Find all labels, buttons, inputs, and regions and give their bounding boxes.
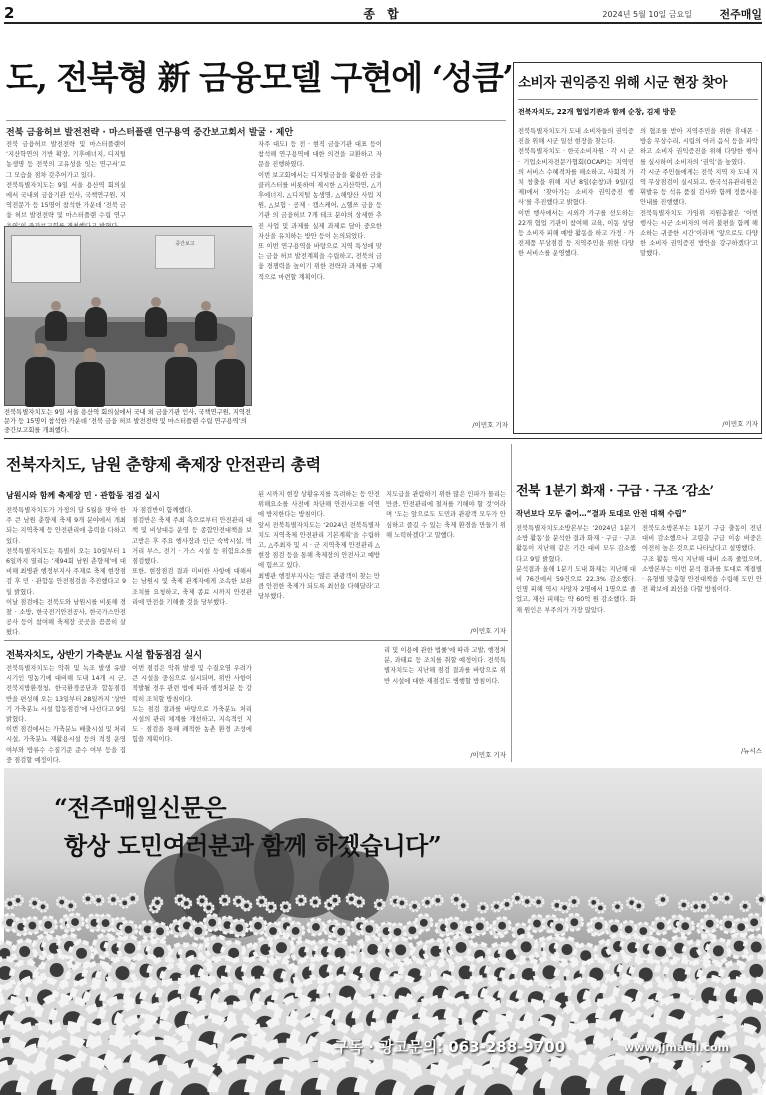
story4-col1: 전북특별자치도는 악취 및 녹조 발생 유발 시기인 영농기에 대비해 도내 14개 시 군, 전북지방환경청, 한국환경공단과 합동점검반을 편성해 오는 13일부터 28일까지 ‘상반기 가축분뇨 시설 합동점검’에 나선다고 9일 밝혔다. 이번 점검에서는 가축분뇨 배출시설 및 처리시설, 가축분뇨 재활용시설 등의 적정 운영 여부와 방류수 수질기준 준수 여부 등을 집중 점검할 예정이다. xyxy=(6,665,126,764)
photo-caption: 전북특별자치도는 9일 서울 용산역 회의실에서 국내 외 금융기관 인사, 국책연구원, 지역전문가 등 15명이 참석한 가운데 ‘전북 금융 허브 발전전략 및 마스터플랜 수립 연구용역’의 중간보고회를 개최했다. xyxy=(4,409,252,434)
issue-date: 2024년 5월 10일 금요일 xyxy=(602,10,692,19)
main-body-col1: 전북 금융허브 발전전략 및 마스터플랜이 ‘지산학연의 기반 확장, 기후에너지, 디지털 농생명 등 전북의 고유성을 잇는 연구서’로 그 모습을 점차 갖추어가고 있다. 전북특별자치도는 9일 서울 용산역 회의실에서 국내외 금융기관 인사, 국책연구원, 지역전문가 등 15명이 참석한 가운데 ‘전북 금융 허브 발전전략 및 마스터플랜 수립 연구 xyxy=(6,141,126,220)
box-body-col1: 전북특별자치도가 도내 소비자들의 권익증진을 위해 시군 일선 현장을 찾는다. 전북특별자치도 · 한국소비자원 · 각 시 군 · 기업소비자전문가협회(OCAP)는 지역민의 서비스 수혜격차를 해소하고, 사회적 가치 창출을 위해 지난 8일(순창)과 9일(김제)에서 ‘찾아가는 소비자 권익증진 행사’를 추진했다고 밝혔다. 이번 행사에서는 시외각 가구를 선도하는 22개 협업 기관이 참여해 교육, 이동 상담 등 소비자 피해 예방 활동을 하고 가정 · 가전제품 무상점검 등 지역주민을 위한 다양한 서비스를 운영했다. xyxy=(518,128,634,258)
story3-subheadline: 작년보다 모두 줄어…“결과 토대로 안전 대책 수립” xyxy=(516,509,687,518)
story2-col3: 된 시까지 현장 상황유지를 독려하는 등 안전 위해요소를 사전에 차단해 안전사고를 미연에 방지한다는 방침이다. 앞서 전북특별자치도는 ‘2024년 전북특별자치도 지역축제 안전관리 기본계획’을 수립하고, △주최자 및 시 · 군 지역축제 안전관리 △현장 점검 등을 통해 축제장의 안전사고 예방에 힘쓰고 있다. 최병관 행정부지사는 ‘많은 관광객이 찾는 만큼 안전한 축제가 되도록 최선을 다해달라’고 당부했다. xyxy=(258,491,380,601)
story4-col3 xyxy=(258,646,378,760)
story3-headline: 전북 1분기 화재 · 구급 · 구조 ‘감소’ xyxy=(516,484,714,499)
main-body-col1b xyxy=(132,140,252,224)
story2-col1: 전북특별자치도가 가정의 달 5월을 맞아 한주 큰 남원 춘향제 축제 9개 분야에서 개최되는 지역축제 등 안전관리에 총력을 다하고 있다. 전북특별자치도는 특별히 오는 10일부터 16일까지 열리는 ‘제94회 남원 춘향제’에 대비해 최병관 행정부지사 주재로 축제 현장점검 후 민 · 관합동 안전점검을 추진했다고 9일 밝혔다. 이날 점검에는 전북도와 남원시를 비롯해 경찰 · 소방, 한국전기안전공사, 한국가스안전공사 등이 참여해 축제장 곳곳을 꼼꼼히 살폈다. xyxy=(6,507,126,637)
consumer-rights-box xyxy=(513,62,762,434)
story2-byline: /이민호 기자 xyxy=(470,627,506,635)
photo-banner: 중간보고 xyxy=(155,235,215,269)
story2-col2: 자 점검반이 함께했다. 점검반은 축제 주최 측으로부터 안전관리 대책 및 비상대응 운영 등 종합안전대책을 보고받은 후 주요 행사장과 인근 숙박시설, 먹거리 부스, 전기 · 가스 시설 등 위험요소를 점검했다. 또한, 현장점검 결과 미비한 사항에 대해서는 남원시 및 축제 관계자에게 조속한 보완 조치를 요청하고, 축제 종료 시까지 안전관리에 만전을 기해줄 것을 당부했다. xyxy=(132,507,252,606)
ad-website-link[interactable]: www.jjmaeil.com xyxy=(624,1041,730,1054)
section-name: 종 합 xyxy=(363,7,403,21)
sunflower-advertisement xyxy=(4,768,762,1092)
story3-col1: 전북특별자치도소방본부는 ‘2024년 1분기 소방 활동’을 분석한 결과 화재 · 구급 · 구조 활동이 지난해 같은 기간 대비 모두 감소했다고 9일 밝혔다. 분석결과 올해 1분기 도내 화재는 지난해 대비 76건에서 59건으로 22.3% 감소했다. 인명 피해 역시 사망자 2명에서 1명으로 줄었고, 재산 피해는 약 60억 원 감소했다. 화재 원인은 부주의가 가장 많았다. xyxy=(516,525,636,614)
story4-col2: 이번 점검은 악취 발생 및 수질오염 우려가 큰 시설을 중심으로 실시되며, 위반 사항이 적발될 경우 관련 법에 따라 행정처분 등 강력히 조치할 방침이다. 도는 점검 결과를 바탕으로 가축분뇨 처리 시설의 관리 체계를 개선하고, 지속적인 지도 · 점검을 통해 쾌적한 농촌 환경 조성에 힘쓸 계획이다. xyxy=(132,665,252,744)
story4-byline: /이민호 기자 xyxy=(470,751,506,759)
story2-headline: 전북자치도, 남원 춘향제 축제장 안전관리 총력 xyxy=(6,455,321,474)
story3-col2: 전북도소방본부는 1분기 구급 출동이 전년 대비 감소했으나 고령층 구급 이송 비중은 여전히 높은 것으로 나타났다고 설명했다. 구조 활동 역시 지난해 대비 소폭 줄었으며, 소방본부는 이번 분석 결과를 토대로 계절별 · 유형별 맞춤형 안전대책을 수립해 도민 안전 확보에 최선을 다할 방침이다. xyxy=(642,525,762,594)
box-byline: /이민호 기자 xyxy=(722,420,758,428)
story4-headline: 전북자치도, 상반기 가축분뇨 시설 합동점검 실시 xyxy=(6,650,202,661)
story2-col4: 지도급을 관람하기 위한 많은 인파가 몰리는 만큼, 안전관리에 철저를 기해야 할 것’이라며 ‘도는 앞으로도 도민과 관광객 모두가 안심하고 즐길 수 있는 축제 환경을 만들기 위해 노력하겠다’고 말했다. xyxy=(386,491,509,539)
paper-name: 전주매일 xyxy=(719,8,762,21)
main-body-col3 xyxy=(388,140,508,430)
projector-screen xyxy=(11,235,81,283)
box-body-col2: 의 협조를 받아 지역주민을 위한 휴대폰 · 방송 무상수리, 시립의 여러 음식 등을 파악하고 소비자 권익증진을 위해 다양한 행사를 실시하여 소비자의 ‘권익’을 높였다. 각 시군 주민들에게는 전북 지역 자 도내 지역 무상점검이 실시되고, 한국석유관리원은 휘발유 등 석유 품질 검사와 함께 정품사용 안내를 진행했다. 전북특별자치도 가임위 지원총괄은 ‘이번 행사는 시군 소비자의 여러 불편을 함께 해소하는 귀중한 시간’이라며 ‘앞으로도 다양한 소비자 권익증진 방안을 강구하겠다’고 말했다. xyxy=(640,128,758,258)
ad-slogan-line1: “전주매일신문은 xyxy=(54,793,227,822)
main-body-col2: 자주 대도) 등 전 · 현직 금융기관 대표 등이 참석해 연구용역에 대한 의견을 교환하고 자문을 진행하였다. 이번 보고회에서는 디지털금융을 활용한 금융클러스터를 비롯하여 제시한 △지산학연, △기후에너지, △디지털 농생명, △해양산 사업 지원, △보험 · 공제 · 캠스케어, △헬쓰 금융 등 기관 의 금융허브 7개 테크 분야의 상세한 추진 사업 및 과제를 실제 과제로 담아 중요한 자산을 유치하는 방안 등이 논의되었다. 또 이번 연구용역을 바탕으로 지역 특성에 맞는 금융 허브 발전계획을 수립하고, 전북의 금융 경쟁력을 높이기 위한 전략과 과제를 구체적으로 마련할 계획이다. xyxy=(258,141,382,281)
ad-slogan-line2: 항상 도민여러분과 함께 하겠습니다” xyxy=(64,831,442,860)
main-byline: /이민호 기자 xyxy=(472,421,508,429)
story3-byline: /뉴시스 xyxy=(740,747,762,755)
story2-subheadline: 남원시와 함께 축제장 민 · 관합동 점검 실시 xyxy=(6,491,160,500)
masthead xyxy=(4,4,762,24)
box-subheadline: 전북자치도, 22개 협업기관과 함께 순창, 김제 방문 xyxy=(518,108,677,116)
ad-contact-phone: 구독 · 광고문의: 063-288-9700 xyxy=(334,1038,566,1056)
main-headline: 도, 전북형 新 금융모델 구현에 ‘성큼’ xyxy=(6,58,513,97)
story4-col4: 리 및 이용에 관한 법률’에 따라 고발, 행정처분, 과태료 등 조치를 취할 예정이다. 전북특별자치도는 지난해 점검 결과를 바탕으로 위반 시설에 대한 재점검도 병행할 방침이다. xyxy=(384,647,506,685)
main-subheadline: 전북 금융허브 발전전략 · 마스터플랜 연구용역 중간보고회서 발굴 · 제안 xyxy=(6,120,506,138)
meeting-photo xyxy=(4,226,252,406)
page-number: 2 xyxy=(4,4,15,22)
box-headline: 소비자 권익증진 위해 시군 현장 찾아 xyxy=(518,75,728,91)
